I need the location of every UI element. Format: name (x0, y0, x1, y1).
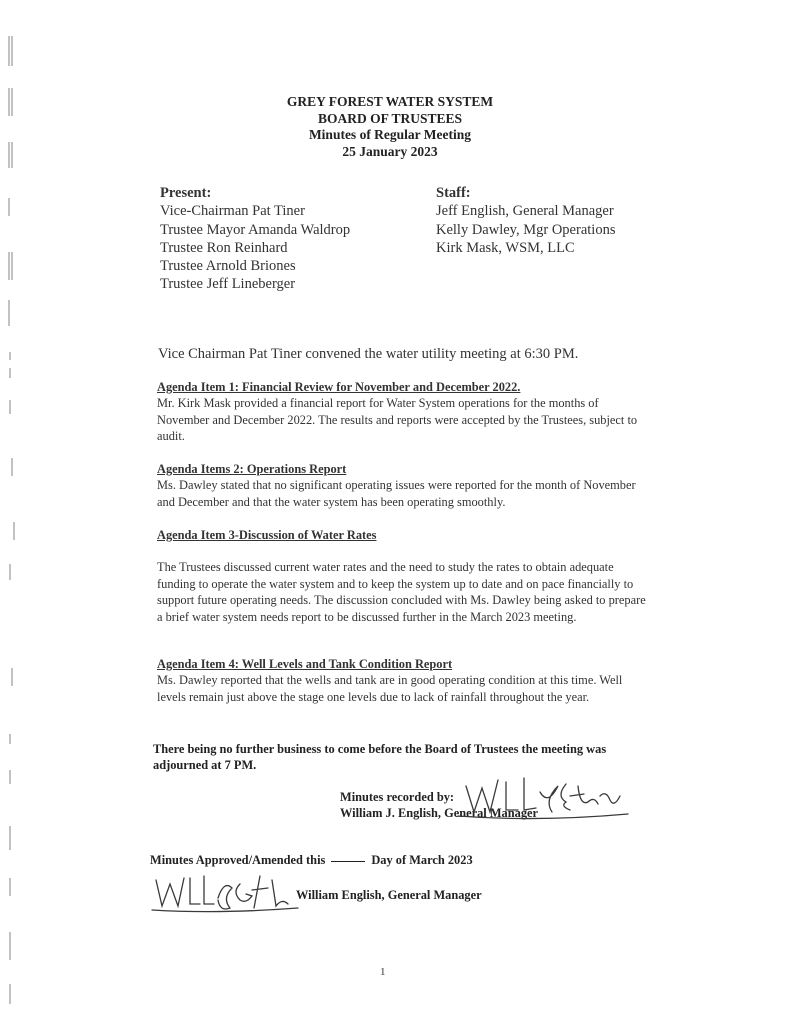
present-member: Trustee Jeff Lineberger (160, 276, 296, 293)
present-member: Trustee Arnold Briones (160, 258, 296, 275)
organization-name: GREY FOREST WATER SYSTEM (286, 94, 494, 109)
approval-day-blank (331, 861, 365, 862)
agenda-item-body: Mr. Kirk Mask provided a financial report for Water System operations for the months of November and December 2022. The results and reports were accepted by the Trustees, subject to audit. (157, 396, 638, 444)
board-name: BOARD OF TRUSTEES (317, 110, 463, 126)
approval-line (150, 853, 473, 868)
agenda-item-3 (157, 527, 647, 625)
agenda-item-4 (157, 656, 647, 705)
staff-list (436, 184, 716, 257)
present-list (160, 184, 420, 294)
agenda-item-title: Agenda Item 1: Financial Review for November and December 2022. (157, 380, 521, 394)
agenda-item-body: Ms. Dawley stated that no significant operating issues were reported for the month of November and December and that the water system has been operating smoothly. (157, 478, 636, 509)
page-number: 1 (380, 966, 386, 978)
meeting-convened-statement: Vice Chairman Pat Tiner convened the water utility meeting at 6:30 PM. (158, 346, 579, 362)
recorder-name: William J. English, General Manager (340, 806, 539, 820)
staff-heading: Staff: (436, 185, 471, 201)
approver-signature (148, 868, 308, 916)
recorded-by-label: Minutes recorded by: (340, 790, 455, 804)
present-member: Trustee Ron Reinhard (160, 239, 288, 256)
agenda-item-title: Agenda Item 4: Well Levels and Tank Condition Report (157, 657, 453, 671)
present-heading: Present: (160, 185, 212, 201)
present-member: Trustee Mayor Amanda Waldrop (160, 221, 351, 238)
agenda-item-title: Agenda Item 3-Discussion of Water Rates (157, 528, 377, 542)
agenda-item-body: The Trustees discussed current water rates and the need to study the rates to obtain adequate funding to operate the water system and to keep the system up to date and on pace financially to support future operating needs. The discussion concluded with Ms. Dawley being asked to prepare a brief water system needs report to be discussed further in the March 2023 meeting. (157, 560, 646, 624)
present-member: Vice-Chairman Pat Tiner (160, 203, 305, 220)
document-type: Minutes of Regular Meeting (308, 127, 472, 142)
document-header (150, 94, 630, 160)
agenda-item-2 (157, 461, 647, 510)
approval-prefix: Minutes Approved/Amended this (150, 853, 326, 867)
staff-member: Jeff English, General Manager (436, 203, 614, 220)
staff-member: Kelly Dawley, Mgr Operations (436, 221, 616, 238)
staff-member: Kirk Mask, WSM, LLC (436, 239, 575, 256)
approval-suffix: Day of March 2023 (371, 853, 473, 867)
scan-edge-marks (0, 0, 24, 1024)
recorder-signature (448, 766, 638, 826)
agenda-item-body: Ms. Dawley reported that the wells and tank are in good operating condition at this time. Well levels remain just above the stage one levels due to lack of rainfall throughout the year. (157, 673, 623, 704)
adjournment-statement: There being no further business to come before the Board of Trustees the meeting was adjourned at 7 PM. (153, 742, 607, 773)
agenda-item-1 (157, 379, 647, 445)
meeting-date: 25 January 2023 (342, 143, 438, 159)
approver-name: William English, General Manager (296, 888, 482, 902)
agenda-item-title: Agenda Items 2: Operations Report (157, 462, 347, 476)
